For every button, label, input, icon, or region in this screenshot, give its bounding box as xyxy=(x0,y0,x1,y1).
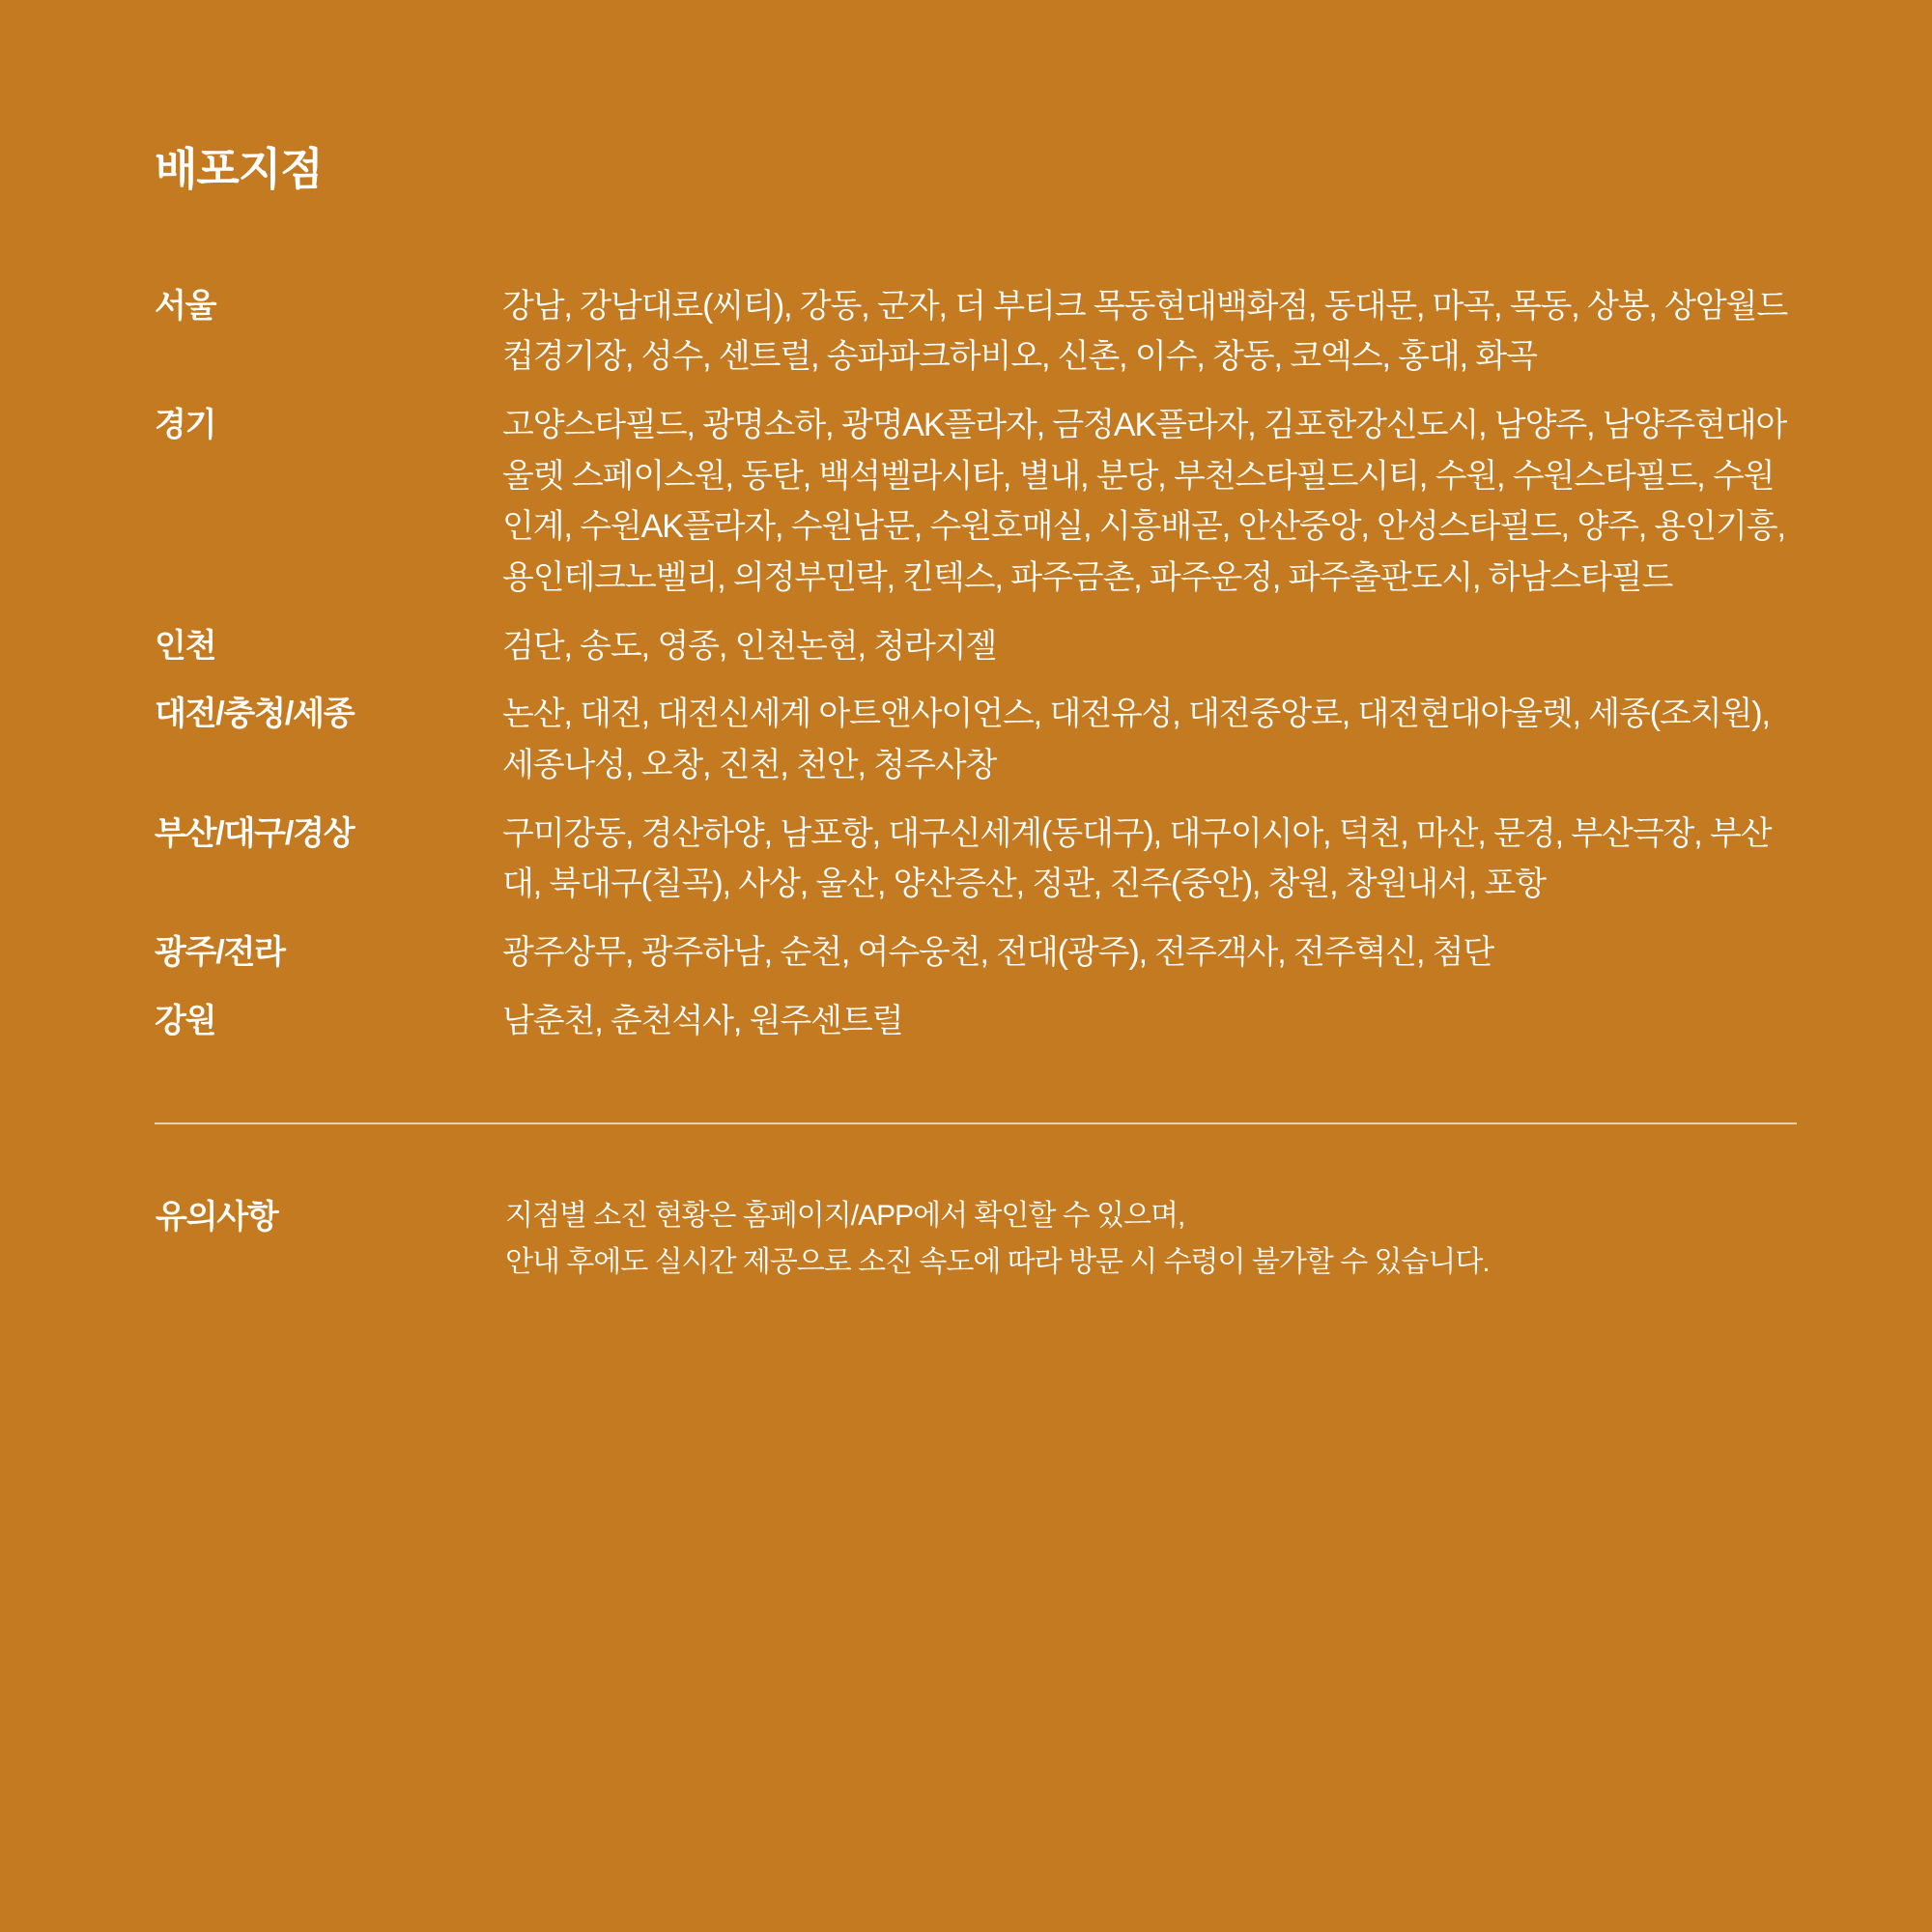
region-label-seoul: 서울 xyxy=(155,287,216,325)
region-label-incheon: 인천 xyxy=(155,627,216,665)
region-label-busan-daegu-gyeongsang: 부산/대구/경상 xyxy=(155,814,355,852)
table-row xyxy=(155,809,1797,927)
table-row xyxy=(155,281,1797,400)
region-label-gwangju-jeolla: 광주/전라 xyxy=(155,934,285,972)
notice-label: 유의사항 xyxy=(156,1198,278,1236)
region-label-gangwon: 강원 xyxy=(155,1002,216,1039)
table-row xyxy=(155,400,1797,621)
region-values-daejeon-chungcheong-sejong: 논산, 대전, 대전신세계 아트앤사이언스, 대전유성, 대전중앙로, 대전현대아울렛, 세종(조치원), 세종나성, 오창, 진천, 천안, 청주사창 xyxy=(502,696,1770,784)
notice-line-1: 지점별 소진 현황은 홈페이지/APP에서 확인할 수 있으며, xyxy=(505,1199,1185,1232)
region-label-gyeonggi: 경기 xyxy=(155,406,216,443)
notice-body xyxy=(504,1192,1797,1287)
region-values-gwangju-jeolla: 광주상무, 광주하남, 순천, 여수웅천, 전대(광주), 전주객사, 전주혁신, 첨단 xyxy=(502,934,1494,972)
region-values-gyeonggi: 고양스타필드, 광명소하, 광명AK플라자, 금정AK플라자, 김포한강신도시, 남양주, 남양주현대아울렛 스페이스원, 동탄, 백석벨라시타, 별내, 분당, 부천스타필드시티, 수원, 수원스타필드, 수원인계, 수원AK플라자, 수원남문, 수원호매실, 시흥배곧, 안산중앙, 안성스타필드, 양주, 용인기흥, 용인테크노벨리, 의정부민락, 킨텍스, 파주금촌, 파주운정, 파주출판도시, 하남스타필드 xyxy=(502,406,1787,597)
table-row xyxy=(155,689,1797,808)
region-values-gangwon: 남춘천, 춘천석사, 원주센트럴 xyxy=(502,1002,903,1039)
region-values-seoul: 강남, 강남대로(씨티), 강동, 군자, 더 부티크 목동현대백화점, 동대문, 마곡, 목동, 상봉, 상암월드컵경기장, 성수, 센트럴, 송파파크하비오, 신촌, 이수, 창동, 코엑스, 홍대, 화곡 xyxy=(502,287,1788,376)
region-values-busan-daegu-gyeongsang: 구미강동, 경산하양, 남포항, 대구신세계(동대구), 대구이시아, 덕천, 마산, 문경, 부산극장, 부산대, 북대구(칠곡), 사상, 울산, 양산증산, 정관, 진주(중안), 창원, 창원내서, 포항 xyxy=(502,814,1772,903)
table-row xyxy=(155,996,1797,1065)
notice-table xyxy=(155,1192,1797,1287)
table-row xyxy=(155,927,1797,996)
horizontal-divider xyxy=(155,1122,1797,1124)
notice-row xyxy=(155,1192,1797,1287)
branch-table xyxy=(155,281,1797,1065)
region-label-daejeon-chungcheong-sejong: 대전/충청/세종 xyxy=(155,696,355,733)
table-row xyxy=(155,621,1797,690)
page-title: 배포지점 xyxy=(155,144,323,194)
region-values-incheon: 검단, 송도, 영종, 인천논현, 청라지젤 xyxy=(502,627,997,665)
notice-line-2: 안내 후에도 실시간 제공으로 소진 속도에 따라 방문 시 수령이 불가할 수 있습니다. xyxy=(505,1245,1490,1278)
